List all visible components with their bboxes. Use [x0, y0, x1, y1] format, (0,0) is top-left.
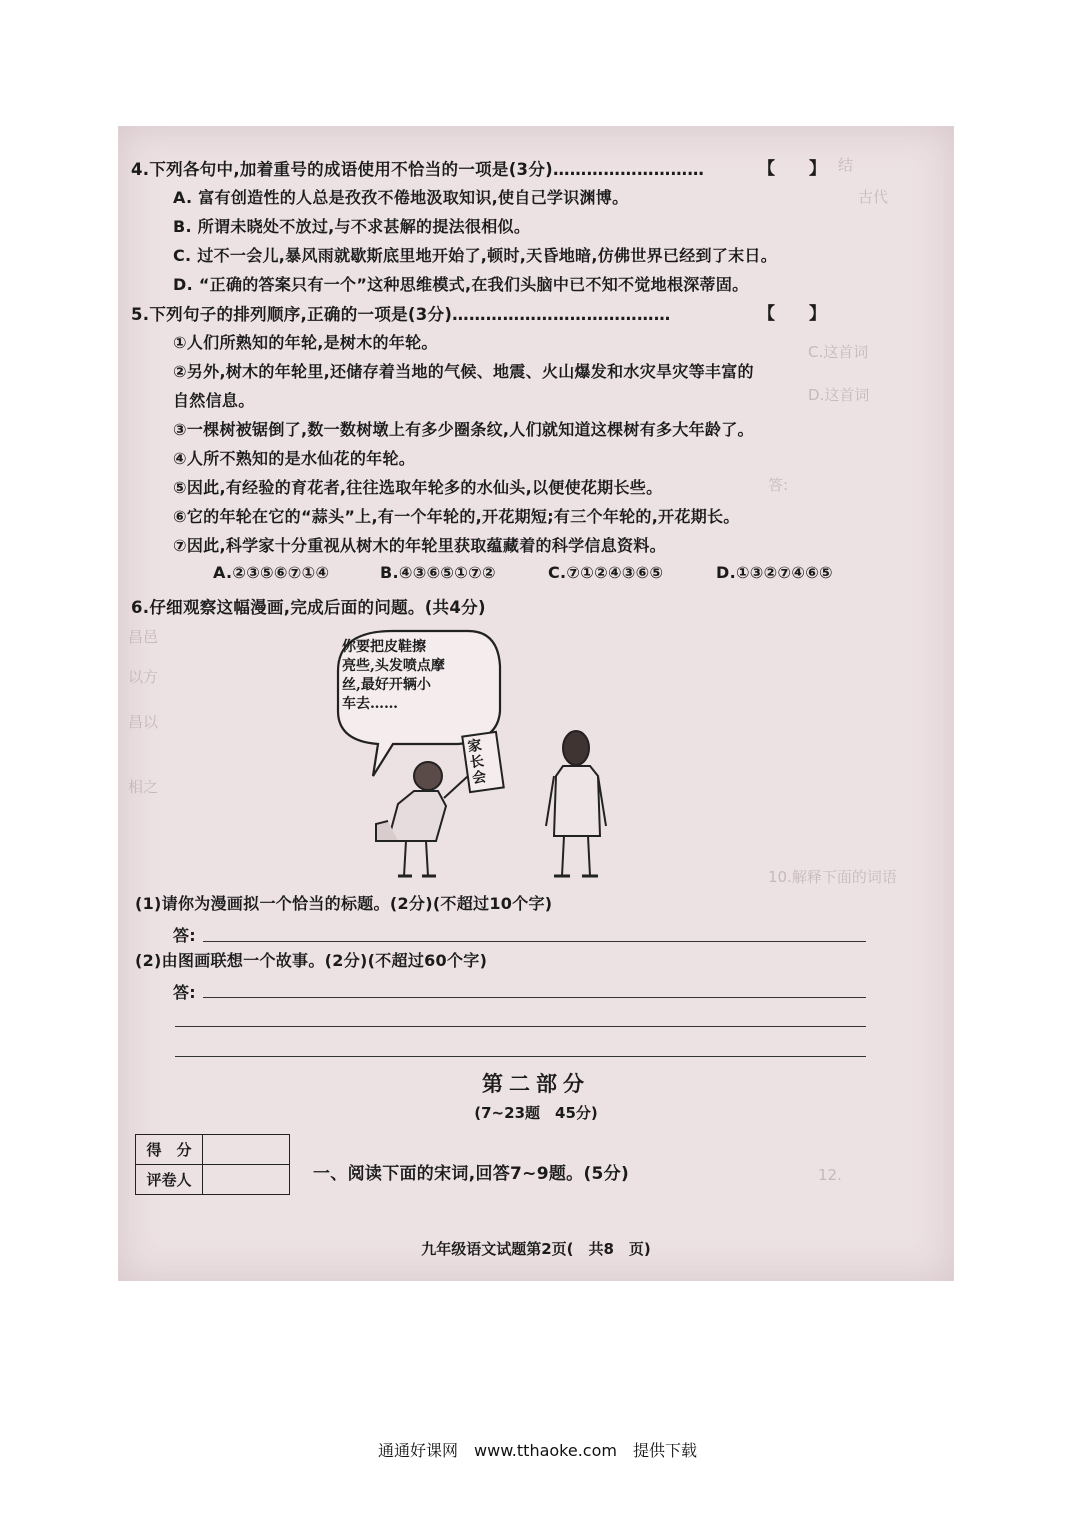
q5-choice-a: A.②③⑤⑥⑦①④ — [213, 563, 330, 582]
bleed-through-text: 10.解释下面的词语 — [768, 868, 897, 886]
q4-option-b: B. 所谓未晓处不放过,与不求甚解的提法很相似。 — [173, 217, 531, 236]
q6-sub2-answer-line[interactable] — [175, 1056, 866, 1057]
child-figure — [546, 731, 606, 876]
grader-label: 评卷人 — [136, 1165, 203, 1195]
bleed-through-text: 以方 — [128, 668, 159, 686]
part2-subtitle: (7~23题 45分) — [474, 1104, 598, 1122]
q6-stem: 6.仔细观察这幅漫画,完成后面的问题。(共4分) — [131, 598, 486, 617]
score-label: 得 分 — [136, 1135, 203, 1165]
q4-stem: 4.下列各句中,加着重号的成语使用不恰当的一项是(3分)……………………… — [131, 160, 705, 179]
q5-answer-bracket[interactable]: 【 】 — [758, 304, 826, 324]
q6-sub1: (1)请你为漫画拟一个恰当的标题。(2分)(不超过10个字) — [135, 894, 553, 913]
bleed-through-text: 答: — [768, 476, 789, 494]
q4-option-c: C. 过不一会儿,暴风雨就歇斯底里地开始了,顿时,天昏地暗,仿佛世界已经到了末日。 — [173, 246, 778, 265]
bleed-through-text: C.这首词 — [808, 343, 869, 361]
q5-sentence-2: ②另外,树木的年轮里,还储存着当地的气候、地震、火山爆发和水灾旱灾等丰富的 — [173, 362, 754, 381]
q5-sentence-5: ⑤因此,有经验的育花者,往往选取年轮多的水仙头,以便使花期长些。 — [173, 478, 663, 497]
q5-sentence-6: ⑥它的年轮在它的“蒜头”上,有一个年轮的,开花期短;有三个年轮的,开花期长。 — [173, 507, 740, 526]
speech-line: 丝,最好开辆小 — [342, 677, 431, 693]
bleed-through-text: 古代 — [858, 188, 889, 206]
bleed-through-text: 相之 — [128, 778, 159, 796]
part2-title: 第二部分 — [482, 1072, 590, 1096]
q5-sentence-7: ⑦因此,科学家十分重视从树木的年轮里获取蕴藏着的科学信息资料。 — [173, 536, 666, 555]
q4-option-a: A. 富有创造性的人总是孜孜不倦地汲取知识,使自己学识渊博。 — [173, 188, 629, 207]
q6-sub2-answer-line[interactable] — [203, 997, 866, 998]
bleed-through-text: 昌邑 — [128, 628, 159, 646]
speech-bubble-text — [342, 638, 445, 714]
q5-sentence-2-cont: 自然信息。 — [173, 391, 255, 410]
grader-cell[interactable] — [203, 1165, 290, 1195]
scanned-exam-page — [118, 126, 954, 1281]
meeting-sign-text: 家长会 — [466, 737, 488, 788]
q6-sub2: (2)由图画联想一个故事。(2分)(不超过60个字) — [135, 951, 488, 970]
scan-page-footer: 九年级语文试题第2页( 共8 页) — [421, 1240, 651, 1258]
q4-answer-bracket[interactable]: 【 】 — [758, 159, 826, 179]
q5-choice-c: C.⑦①②④③⑥⑤ — [548, 563, 664, 582]
parent-figure — [376, 762, 468, 876]
speech-line: 亮些,头发喷点摩 — [342, 658, 445, 674]
q6-sub1-answer-line[interactable] — [203, 941, 866, 942]
q5-sentence-3: ③一棵树被锯倒了,数一数树墩上有多少圈条纹,人们就知道这棵树有多大年龄了。 — [173, 420, 754, 439]
q5-choice-b: B.④③⑥⑤①⑦② — [380, 563, 496, 582]
part2-section-heading: 一、阅读下面的宋词,回答7~9题。(5分) — [313, 1164, 630, 1184]
q4-option-d: D. “正确的答案只有一个”这种思维模式,在我们头脑中已不知不觉地根深蒂固。 — [173, 275, 749, 294]
bleed-through-text: 昌以 — [128, 713, 159, 731]
q6-sub2-answer-label: 答: — [173, 983, 196, 1002]
q6-sub1-answer-label: 答: — [173, 926, 196, 945]
q5-stem: 5.下列句子的排列顺序,正确的一项是(3分)………………………………… — [131, 305, 671, 324]
site-footer: 通通好课网 www.tthaoke.com 提供下载 — [378, 1441, 697, 1460]
score-cell[interactable] — [203, 1135, 290, 1165]
q5-choice-d: D.①③②⑦④⑥⑤ — [716, 563, 833, 582]
bleed-through-text: D.这首词 — [808, 386, 870, 404]
score-table — [135, 1134, 290, 1195]
speech-line: 车去…… — [342, 696, 398, 712]
bleed-through-text: 12. — [818, 1166, 842, 1184]
q6-sub2-answer-line[interactable] — [175, 1026, 866, 1027]
bleed-through-text: 结 — [838, 156, 854, 174]
q5-sentence-4: ④人所不熟知的是水仙花的年轮。 — [173, 449, 416, 468]
q5-sentence-1: ①人们所熟知的年轮,是树木的年轮。 — [173, 333, 438, 352]
speech-line: 你要把皮鞋擦 — [342, 639, 426, 655]
